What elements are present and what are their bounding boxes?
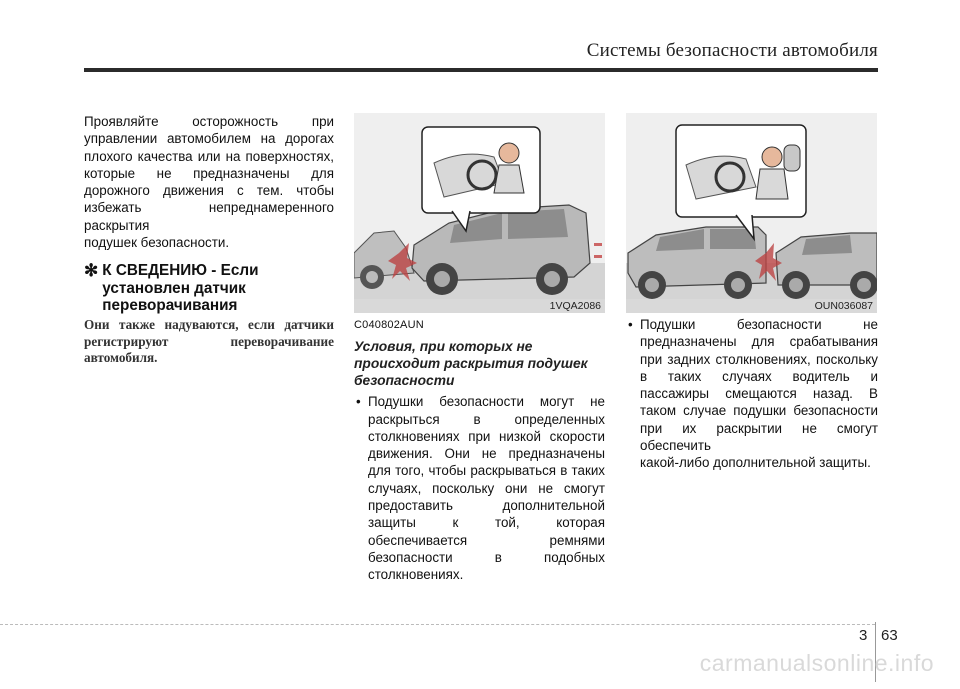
section-subheading: Условия, при которых не происходит раскрытия подушек безопасности [354, 339, 588, 389]
bullet-icon: • [628, 317, 633, 332]
bullet-text-end: столкновениях. [368, 567, 464, 583]
header-rule [84, 68, 878, 72]
note-body-end: автомобиля. [84, 350, 158, 366]
page-number: 63 [881, 627, 898, 644]
caution-paragraph-end: подушек безопасности. [84, 235, 230, 251]
note-body: Они также надуваются, если датчики регистрируют переворачивание [84, 316, 334, 349]
asterisk-icon: ✻ [84, 261, 99, 281]
section-code: C040802AUN [354, 319, 424, 331]
front-collision-illustration [354, 113, 605, 313]
figure-id-2: OUN036087 [814, 300, 873, 312]
bullet-text: Подушки безопасности не предназначены для срабатывания при задних столкновениях, поскольку в таких случаях водитель и пассажиры смещаются назад. В таком случае подушки безопасности при их раскрытии не смогут обеспечить [640, 317, 878, 454]
bullet-icon: • [356, 394, 361, 410]
bullet-text-end: какой-либо дополнительной защиты. [640, 455, 871, 471]
collision-drawing [354, 113, 605, 313]
rear-collision-drawing [626, 113, 877, 313]
bullet-item [626, 316, 878, 472]
watermark: carmanualsonline.info [699, 650, 934, 676]
note-title: К СВЕДЕНИЮ - Если установлен датчик переворачивания [102, 262, 259, 315]
chapter-number: 3 [859, 627, 868, 644]
right-column [626, 113, 878, 472]
middle-column [354, 113, 605, 584]
caution-paragraph: Проявляйте осторожность при управлении автомобилем на дорогах плохого качества или на поверхностях, которые не предназначены для дорожного движения с тем. чтобы избежать непреднамеренного раскрытия [84, 114, 334, 233]
figure-id-1: 1VQA2086 [549, 300, 601, 312]
left-column [84, 113, 334, 367]
note-heading [84, 262, 334, 315]
footer-dashed-rule [0, 624, 875, 625]
bullet-item [354, 393, 605, 583]
page-header-title: Системы безопасности автомобиля [586, 40, 878, 61]
bullet-text: Подушки безопасности могут не раскрыться в определенных столкновениях при низкой скорости движения. Они не предназначены для того, чтобы раскрываться в таких случаях, поскольку они не смогут предоставить дополнительной защиты к той, которая обеспечивается ремнями безопасности в подобных [368, 394, 605, 565]
rear-collision-illustration [626, 113, 877, 313]
